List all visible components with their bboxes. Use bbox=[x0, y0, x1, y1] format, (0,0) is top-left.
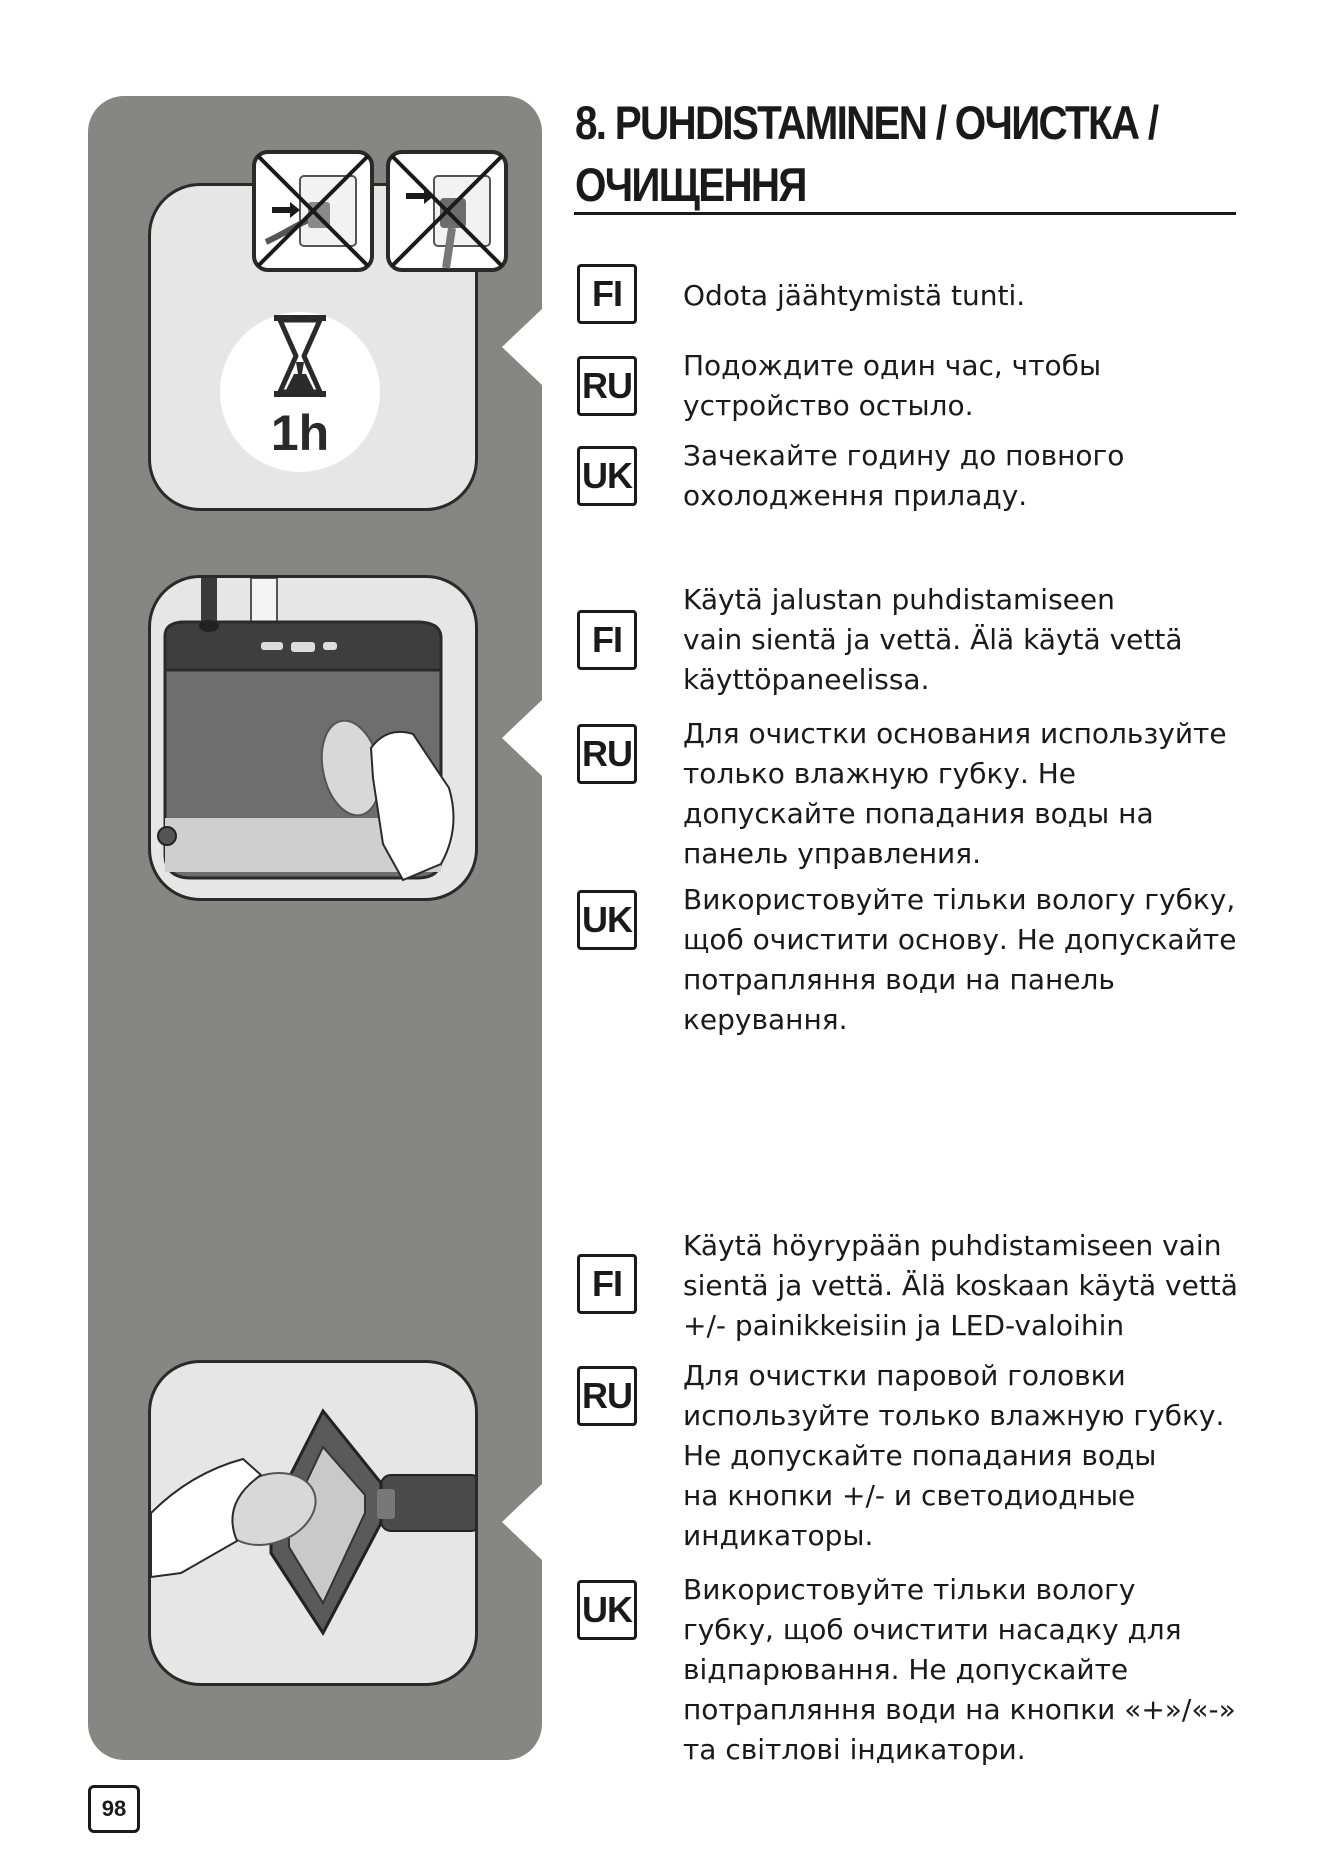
lang-badge-uk: UK bbox=[577, 890, 637, 950]
instruction-text-uk: Використовуйте тільки вологу губку, щоб очистити насадку для відпарювання. Не допускайте потрапляння води на кнопки «+»/«-» та світлові індикатори. bbox=[683, 1573, 1236, 1766]
lang-badge-ru: RU bbox=[577, 1366, 637, 1426]
page-number: 98 bbox=[88, 1785, 140, 1833]
page-title-line-1: 8. PUHDISTAMINEN / ОЧИСТКА / bbox=[575, 96, 1158, 149]
lang-badge-uk: UK bbox=[577, 446, 637, 506]
instruction-text-uk: Зачекайте годину до повного охолодження приладу. bbox=[683, 439, 1125, 512]
steamer-base-sponge-illustration bbox=[151, 578, 475, 898]
instruction-text-fi: Odota jäähtymistä tunti. bbox=[683, 279, 1026, 312]
lang-badge-ru: RU bbox=[577, 724, 637, 784]
lang-badge-uk: UK bbox=[577, 1580, 637, 1640]
instruction-text-uk: Використовуйте тільки вологу губку, щоб очистити основу. Не допускайте потрапляння води на панель керування. bbox=[683, 883, 1237, 1036]
instruction-text-ru: Подождите один час, чтобы устройство остыло. bbox=[683, 349, 1102, 422]
page-title bbox=[575, 92, 1158, 216]
instruction-text-ru: Для очистки паровой головки используйте только влажную губку. Не допускайте попадания воды на кнопки +/- и светодиодные индикаторы. bbox=[683, 1359, 1225, 1552]
lang-badge-fi: FI bbox=[577, 1254, 637, 1314]
unplug-base-socket-icon bbox=[388, 152, 506, 270]
lang-badge-ru: RU bbox=[577, 356, 637, 416]
steam-head-sponge-illustration bbox=[151, 1363, 475, 1683]
lang-badge-fi: FI bbox=[577, 610, 637, 670]
lang-badge-fi: FI bbox=[577, 264, 637, 324]
instruction-text-fi: Käytä jalustan puhdistamiseen vain sientä ja vettä. Älä käytä vettä käyttöpaneelissa. bbox=[683, 583, 1183, 696]
hourglass-icon-disc bbox=[220, 312, 380, 472]
panel-pointer bbox=[502, 700, 542, 776]
unplug-wall-socket-icon bbox=[254, 152, 372, 270]
cooldown-duration-label: 1h bbox=[270, 405, 330, 461]
base-cleaning-illustration-panel bbox=[148, 575, 478, 901]
panel-pointer bbox=[502, 309, 542, 385]
unplug-icons bbox=[252, 150, 508, 276]
title-underline bbox=[574, 212, 1236, 215]
panel-pointer bbox=[502, 1484, 542, 1560]
steam-head-cleaning-illustration-panel bbox=[148, 1360, 478, 1686]
instruction-text-fi: Käytä höyrypään puhdistamiseen vain sientä ja vettä. Älä koskaan käytä vettä +/- painikkeisiin ja LED-valoihin bbox=[683, 1229, 1238, 1342]
instruction-text-ru: Для очистки основания используйте только влажную губку. Не допускайте попадания воды на панель управления. bbox=[683, 717, 1227, 870]
hourglass-icon bbox=[268, 312, 332, 408]
page-title-line-2: ОЧИЩЕННЯ bbox=[575, 158, 806, 211]
